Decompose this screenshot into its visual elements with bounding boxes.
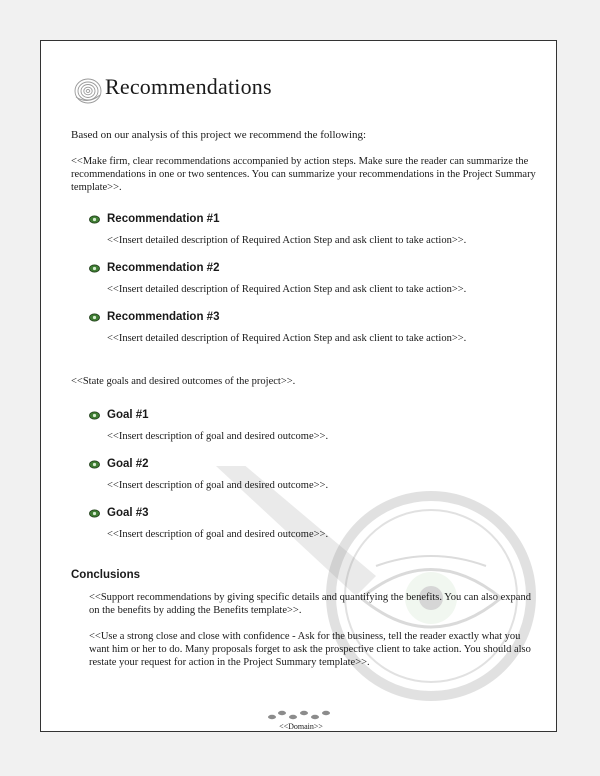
recommendation-item — [89, 213, 529, 246]
green-eye-icon — [89, 264, 100, 273]
goal-item — [89, 507, 529, 540]
footer-domain: <<Domain>> — [279, 722, 323, 731]
recommendations-instruction: <<Make firm, clear recommendations accompanied by action steps. Make sure the reader can summarize the recommendations in one or two sentences. You can summarize your recommendations in the Project Summary template>>. — [71, 156, 536, 193]
goal-label: Goal #2 — [107, 458, 149, 470]
conclusions-paragraph: <<Use a strong close and close with confidence - Ask for the business, tell the reader exactly what you want him or her to do. Many proposals forget to ask the prospective client to take action. You should also restate your request for action in the Project Summary template>>. — [89, 631, 531, 668]
page-footer — [261, 708, 341, 731]
recommendation-label: Recommendation #3 — [107, 311, 220, 323]
green-eye-icon — [89, 313, 100, 322]
goal-item — [89, 409, 529, 442]
goal-item — [89, 458, 529, 491]
green-eye-icon — [89, 509, 100, 518]
goal-description: <<Insert description of goal and desired outcome>>. — [107, 480, 329, 491]
goal-description: <<Insert description of goal and desired outcome>>. — [107, 431, 329, 442]
recommendation-item — [89, 311, 529, 344]
page-title: Recommendations — [105, 74, 272, 99]
goal-description: <<Insert description of goal and desired outcome>>. — [107, 529, 329, 540]
recommendation-label: Recommendation #1 — [107, 213, 220, 225]
recommendation-description: <<Insert detailed description of Required Action Step and ask client to take action>>. — [107, 235, 467, 246]
green-eye-icon — [89, 460, 100, 469]
green-eye-icon — [89, 411, 100, 420]
goal-label: Goal #3 — [107, 507, 149, 519]
conclusions-heading: Conclusions — [71, 569, 141, 581]
recommendation-label: Recommendation #2 — [107, 262, 220, 274]
recommendation-description: <<Insert detailed description of Required Action Step and ask client to take action>>. — [107, 284, 467, 295]
intro-text: Based on our analysis of this project we recommend the following: — [71, 129, 367, 141]
recommendation-item — [89, 262, 529, 295]
goal-label: Goal #1 — [107, 409, 149, 421]
footprints-icon — [265, 708, 337, 722]
goals-instruction: <<State goals and desired outcomes of the project>>. — [71, 376, 296, 387]
conclusions-paragraph: <<Support recommendations by giving specific details and quantifying the benefits. You can also expand on the benefits by adding the Benefits template>>. — [89, 592, 531, 616]
green-eye-icon — [89, 215, 100, 224]
recommendation-description: <<Insert detailed description of Required Action Step and ask client to take action>>. — [107, 333, 467, 344]
document-page — [40, 40, 557, 732]
fingerprint-icon — [72, 75, 104, 107]
